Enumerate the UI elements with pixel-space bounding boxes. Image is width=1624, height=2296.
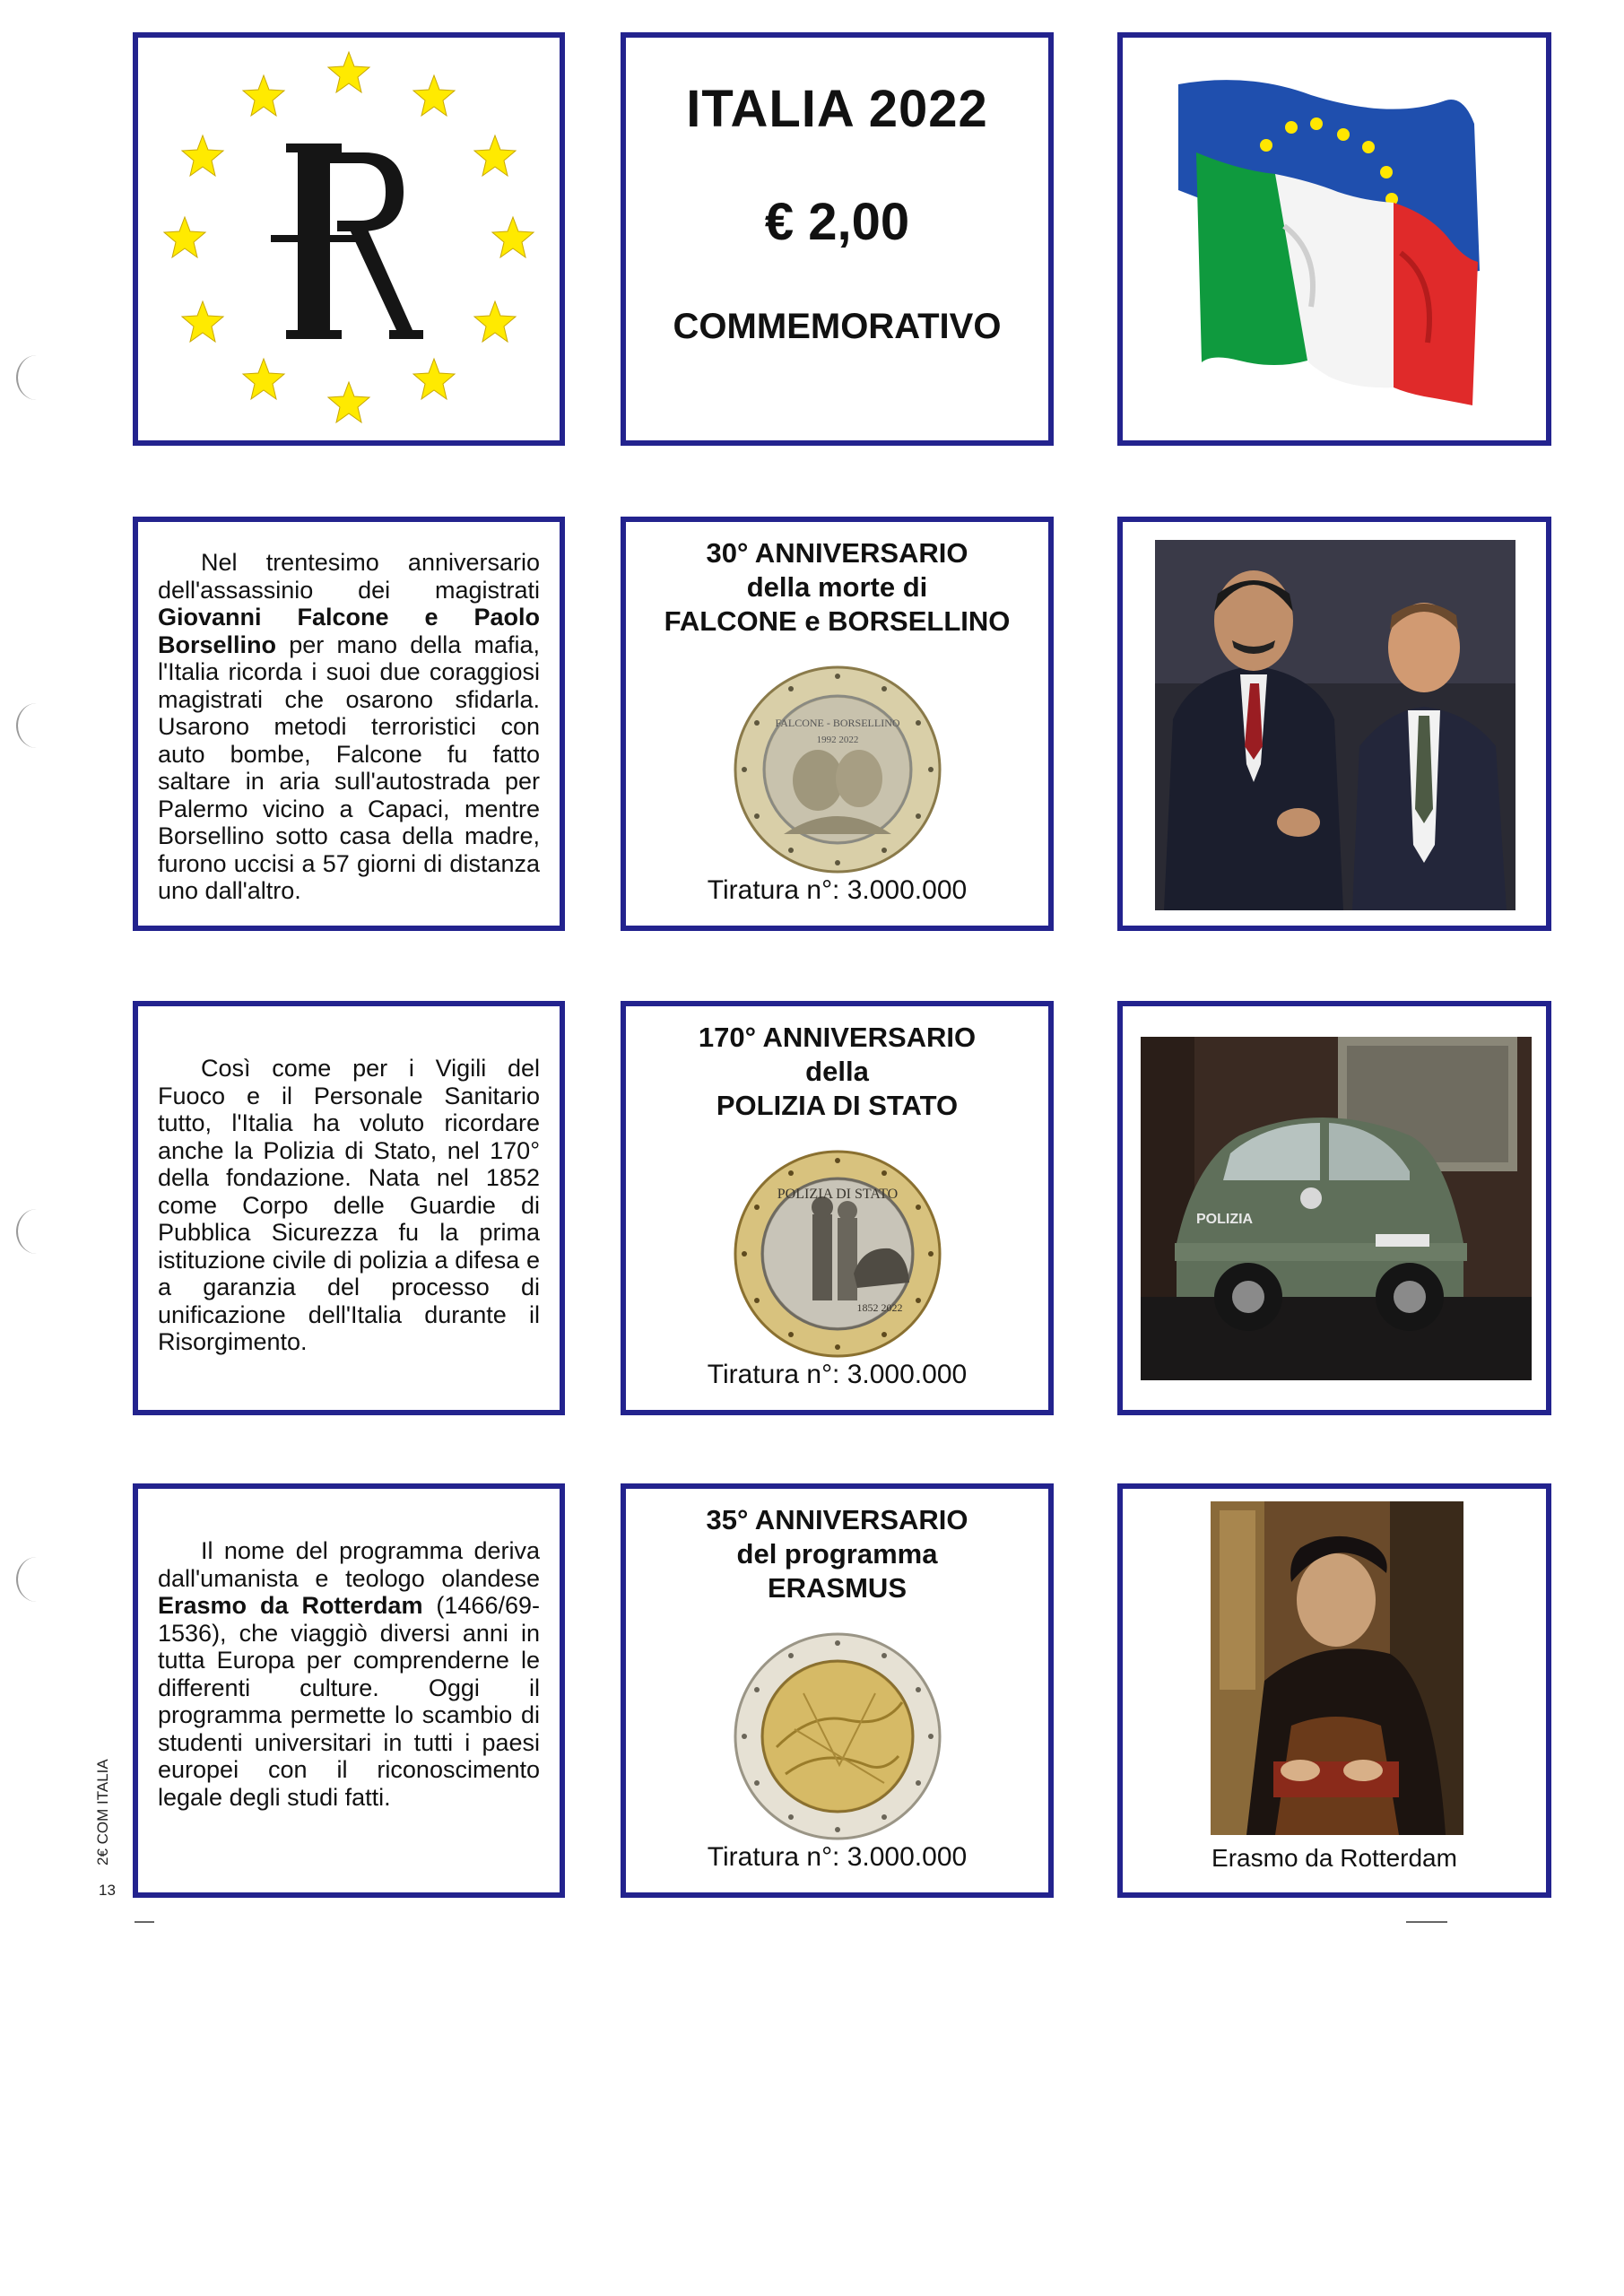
svg-text:1992 2022: 1992 2022 xyxy=(816,735,859,745)
svg-text:POLIZIA DI STATO: POLIZIA DI STATO xyxy=(777,1187,899,1202)
emblem-box xyxy=(133,32,565,446)
coin-value: € 2,00 xyxy=(764,193,910,251)
coin-title: 30° ANNIVERSARIO della morte di FALCONE e BORSELLINO xyxy=(664,537,1011,637)
crop-mark-right xyxy=(1406,1921,1447,1923)
page-number: 13 xyxy=(99,1882,116,1899)
falcone-borsellino-photo xyxy=(1155,540,1515,910)
tiratura-text: Tiratura n°: 3.000.000 xyxy=(707,1360,968,1389)
description-box-erasmus xyxy=(133,1483,565,1898)
description-text: Il nome del programma deriva dall'umanista e teologo olandese Erasmo da Rotterdam (1466/69-1536), che viaggiò diversi anni in tutta Europa per comprenderne le differenti culture. Oggi il programma permette lo scambio di studenti universitari in tutti i paesi europei con il riconoscimento legale degli studi fatti. xyxy=(158,1537,540,1811)
flag-box xyxy=(1117,32,1551,446)
coin-falcone-borsellino-icon xyxy=(732,664,943,875)
repubblica-italiana-emblem-icon xyxy=(138,38,560,440)
page-title: ITALIA 2022 xyxy=(686,80,988,138)
photo-caption: Erasmo da Rotterdam xyxy=(1211,1844,1457,1872)
title-box xyxy=(621,32,1054,446)
description-text: Così come per i Vigili del Fuoco e il Personale Sanitario tutto, l'Italia ha voluto ricordare anche la Polizia di Stato, nel 170° della fondazione. Nata nel 1852 come Corpo delle Guardie di Pubblica Sicurezza fu la prima istituzione civile di polizia a difesa e a garanzia del processo di unificazione dell'Italia durante il Risorgimento. xyxy=(158,1055,540,1355)
crop-mark-left xyxy=(135,1921,154,1923)
binder-hole-1 xyxy=(16,355,57,400)
coin-box-erasmus xyxy=(621,1483,1054,1898)
binder-hole-4 xyxy=(16,1557,57,1602)
side-label: 2€ COM ITALIA xyxy=(94,1759,111,1866)
polizia-fiat-500-photo xyxy=(1141,1037,1532,1380)
coin-title: 170° ANNIVERSARIO della POLIZIA DI STATO xyxy=(698,1022,977,1121)
coin-polizia-di-stato-icon xyxy=(732,1148,943,1360)
photo-box-falcone xyxy=(1117,517,1551,931)
coin-box-polizia xyxy=(621,1001,1054,1415)
tiratura-text: Tiratura n°: 3.000.000 xyxy=(707,1842,968,1872)
binder-hole-2 xyxy=(16,703,57,748)
photo-box-polizia xyxy=(1117,1001,1551,1415)
coin-box-falcone xyxy=(621,517,1054,931)
tiratura-text: Tiratura n°: 3.000.000 xyxy=(707,875,968,905)
photo-box-erasmus xyxy=(1117,1483,1551,1898)
page-subtitle: COMMEMORATIVO xyxy=(673,307,1002,346)
coin-erasmus-icon xyxy=(732,1631,943,1842)
erasmus-portrait-photo xyxy=(1211,1501,1463,1835)
binder-hole-3 xyxy=(16,1209,57,1254)
description-box-polizia xyxy=(133,1001,565,1415)
svg-text:POLIZIA: POLIZIA xyxy=(1196,1212,1254,1227)
description-text: Nel trentesimo anniversario dell'assassinio dei magistrati Giovanni Falcone e Paolo Borsellino per mano della mafia, l'Italia ricorda i suoi due coraggiosi magistrati che osarono sfidarla. Usarono metodi terroristici con auto bombe, Falcone fu fatto saltare in aria sull'autostrada per Palermo vicino a Capaci, mentre Borsellino sotto casa della madre, furono uccisi a 57 giorni di distanza uno dall'altro. xyxy=(158,549,540,904)
svg-text:FALCONE - BORSELLINO: FALCONE - BORSELLINO xyxy=(775,717,900,729)
svg-text:1852 2022: 1852 2022 xyxy=(856,1301,903,1314)
coin-title: 35° ANNIVERSARIO del programma ERASMUS xyxy=(706,1504,968,1604)
italy-eu-flag-icon xyxy=(1123,38,1546,440)
description-box-falcone xyxy=(133,517,565,931)
